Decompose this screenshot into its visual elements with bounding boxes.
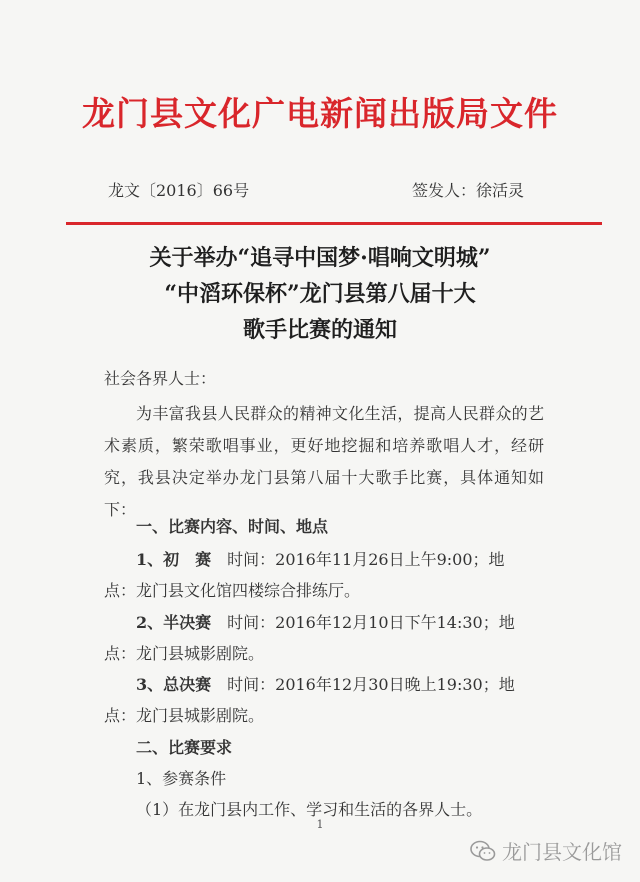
notice-title — [0, 240, 640, 348]
notice-title-line: “中滔环保杯”龙门县第八届十大 — [164, 281, 476, 307]
notice-title-line: 歌手比赛的通知 — [242, 317, 397, 343]
round-place: 点：龙门县城影剧院。 — [104, 644, 265, 663]
condition-item: （1）在龙门县内工作、学习和生活的各界人士。 — [136, 800, 483, 819]
intro-paragraph: 为丰富我县人民群众的精神文化生活，提高人民群众的艺术素质，繁荣歌唱事业，更好地挖掘和培养歌唱人才，经研究，我县决定举办龙门县第八届十大歌手比赛，具体通知如下： — [104, 404, 544, 519]
section-heading: 二、比赛要求 — [136, 738, 233, 757]
notice-title-line: 关于举办“追寻中国梦·唱响文明城” — [149, 245, 491, 271]
red-divider — [66, 222, 602, 225]
watermark — [470, 836, 622, 865]
document-number: 龙文〔2016〕66号 — [108, 181, 250, 200]
round-time: 时间：2016年11月26日上午9:00；地 — [211, 550, 505, 569]
round-label: 3、总决赛 — [136, 675, 212, 694]
wechat-icon — [470, 840, 496, 862]
round-time: 时间：2016年12月10日下午14:30；地 — [211, 613, 515, 632]
round-place: 点：龙门县城影剧院。 — [104, 706, 265, 725]
round-time-line — [136, 672, 576, 695]
signer: 签发人：徐活灵 — [412, 181, 525, 200]
round-time-line — [136, 610, 576, 633]
watermark-text: 龙门县文化馆 — [502, 840, 622, 864]
round-label: 2、半决赛 — [136, 613, 212, 632]
subsection-heading: 1、参赛条件 — [136, 769, 227, 788]
page-number: 1 — [316, 818, 324, 831]
round-time-line — [136, 547, 576, 570]
document-header-title: 龙门县文化广电新闻出版局文件 — [82, 94, 558, 133]
round-time: 时间：2016年12月30日晚上19:30；地 — [211, 675, 515, 694]
section-heading: 一、比赛内容、时间、地点 — [136, 517, 329, 536]
round-label: 1、初 赛 — [136, 550, 212, 569]
salutation: 社会各界人士： — [104, 369, 217, 388]
round-place: 点：龙门县文化馆四楼综合排练厅。 — [104, 581, 361, 600]
